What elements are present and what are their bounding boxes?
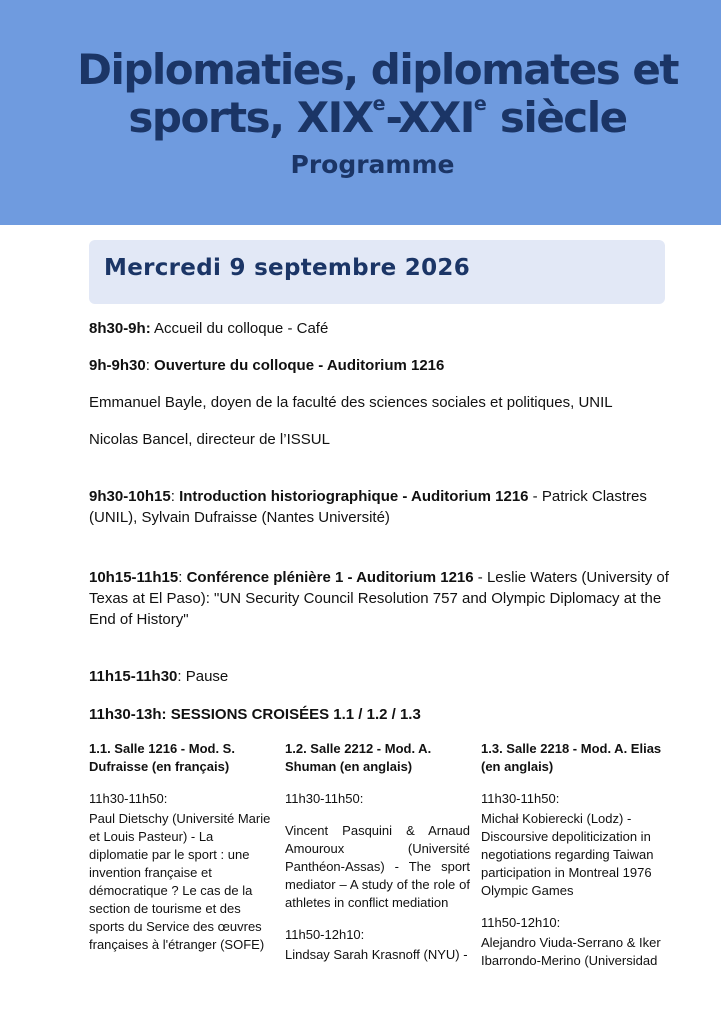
title-line-2c: siècle [486,93,627,142]
schedule-time: 10h15-11h15 [89,569,179,586]
schedule-speakers: - Patrick Clastres (UNIL), Sylvain Dufraisse (Nantes Université) [89,488,647,526]
talk-text: Lindsay Sarah Krasnoff (NYU) - [285,947,468,962]
title-line-1: Diplomaties, diplomates et [77,45,678,94]
schedule-item-opening [89,355,669,376]
session-talk [89,790,274,954]
session-column-1-2 [285,740,470,978]
talk-time: 11h30-11h50: [285,791,364,806]
talk-text: Michał Kobierecki (Lodz) - Discoursive depoliticization in negotiations regarding Taiwan participation in Montreal 1976 Olympic Games [481,811,654,898]
schedule-item-speaker-bancel [89,429,669,450]
session-heading: 1.2. Salle 2212 - Mod. A. Shuman (en anglais) [285,741,432,774]
schedule-time: 11h15-11h30 [89,668,178,685]
schedule-item-break [89,666,669,687]
schedule-separator: : [145,357,155,374]
talk-time: 11h50-12h10: [481,915,561,930]
schedule-text: Accueil du colloque - Café [150,320,329,337]
header-banner [0,0,721,225]
schedule-speakers: - Leslie Waters (University of Texas at El Paso): "UN Security Council Resolution 757 and Olympic Diplomacy at the End of History" [89,569,669,628]
document-subtitle: Programme [290,150,455,179]
schedule-text: : Pause [177,668,229,685]
title-line-2b: -XXI [385,93,474,142]
title-superscript-2: e [473,93,487,115]
day-title: Mercredi 9 septembre 2026 [104,255,471,281]
schedule-item-speaker-bayle [89,392,669,413]
schedule-text: Nicolas Bancel, directeur de l’ISSUL [89,431,330,448]
talk-time: 11h50-12h10: [285,927,365,942]
session-talk [285,926,470,964]
schedule-time: 8h30-9h: [89,320,151,337]
talk-text: Vincent Pasquini & Arnaud Amouroux (Université Panthéon-Assas) - The sport mediator – A study of the role of athletes in conflict mediation [285,823,470,910]
schedule-title: 11h30-13h: SESSIONS CROISÉES 1.1 / 1.2 / 1.3 [89,706,421,723]
session-heading: 1.3. Salle 2218 - Mod. A. Elias (en anglais) [481,741,662,774]
session-column-1-1 [89,740,274,968]
schedule-item-plenary [89,567,669,630]
session-heading: 1.1. Salle 1216 - Mod. S. Dufraisse (en français) [89,741,235,774]
schedule-item-sessions [89,704,669,725]
talk-text: Paul Dietschy (Université Marie et Louis Pasteur) - La diplomatie par le sport : une invention française et démocratique ? Le cas de la section de tourisme et des sports du Service des œuvres françaises à l'étranger (SOFE) [89,811,271,952]
talk-time: 11h30-11h50: [481,791,560,806]
session-talk [481,914,666,970]
schedule-title: Conférence plénière 1 - Auditorium 1216 [186,569,474,586]
title-superscript-1: e [372,93,386,115]
schedule-separator: : [178,569,187,586]
schedule-text: Emmanuel Bayle, doyen de la faculté des sciences sociales et politiques, UNIL [89,394,613,411]
session-talk [481,790,666,900]
schedule-item-welcome [89,318,669,339]
talk-text: Alejandro Viuda-Serrano & Iker Ibarrondo-Merino (Universidad [481,935,661,968]
day-heading-box [89,240,665,304]
schedule-item-introduction [89,486,669,528]
schedule-title: Ouverture du colloque - Auditorium 1216 [154,357,445,374]
document-title [0,46,721,142]
title-line-2a: sports, XIX [128,93,373,142]
schedule-title: Introduction historiographique - Auditorium 1216 [179,488,529,505]
talk-time: 11h30-11h50: [89,791,168,806]
session-column-1-3 [481,740,666,984]
schedule-time: 9h30-10h15 [89,488,171,505]
session-talk [285,790,470,912]
schedule-time: 9h-9h30 [89,357,146,374]
schedule-separator: : [170,488,180,505]
